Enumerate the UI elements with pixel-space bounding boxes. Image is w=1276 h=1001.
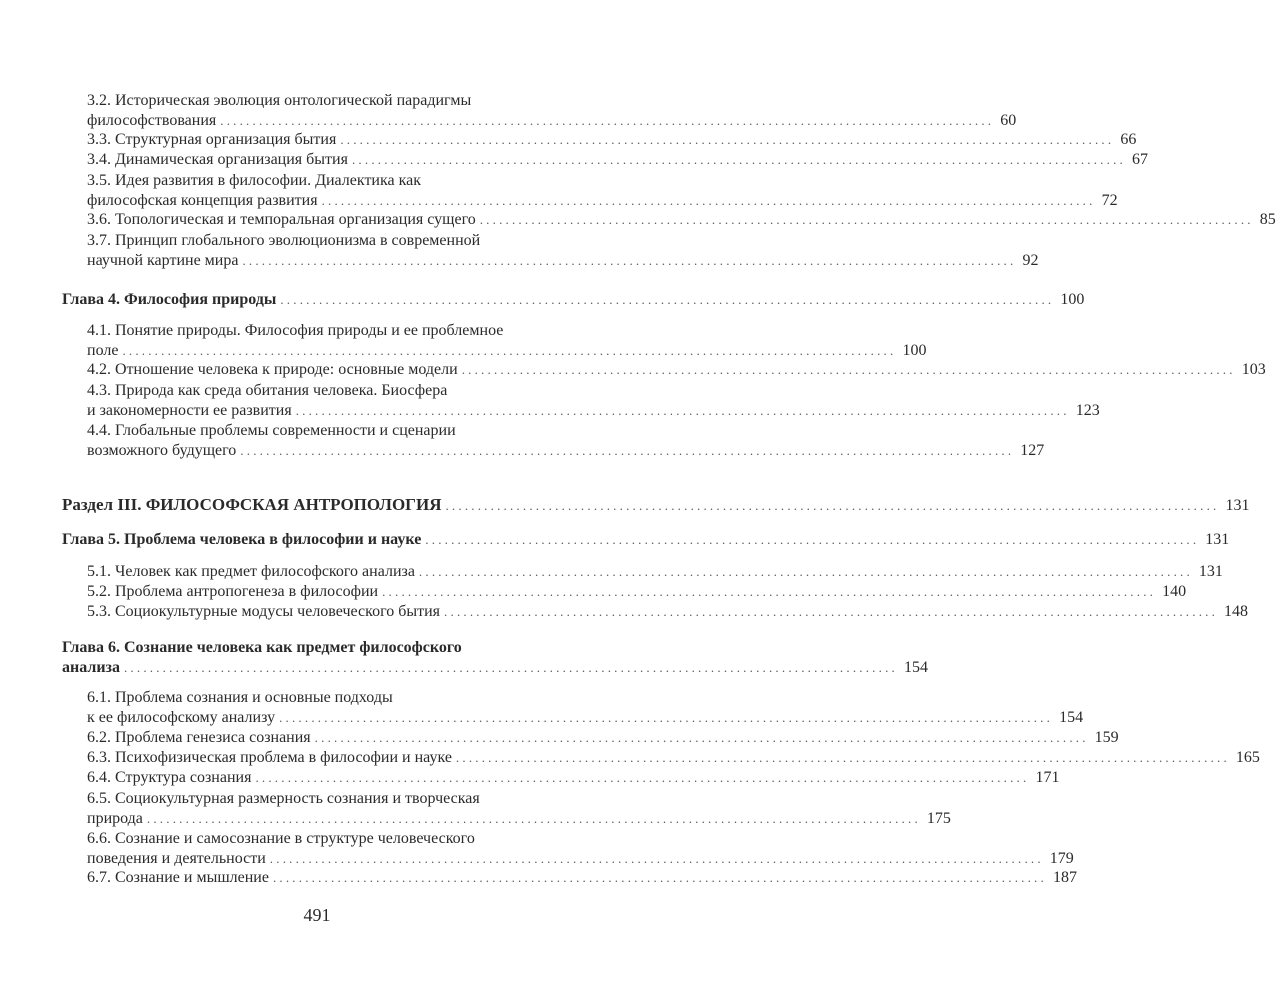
entry-title: поле: [87, 342, 119, 359]
entry-title: Раздел III. ФИЛОСОФСКАЯ АНТРОПОЛОГИЯ: [62, 495, 442, 514]
toc-entry: [87, 728, 1119, 748]
entry-title: 5.2. Проблема антропогенеза в философии: [87, 583, 379, 600]
dot-leader: ........................................................................................................................: [444, 604, 1219, 619]
entry-page: 127: [1020, 442, 1045, 459]
entry-page: 60: [1000, 112, 1017, 129]
entry-last-line: [62, 495, 1250, 515]
toc-entry: [87, 231, 1039, 271]
toc-entry: [87, 868, 1077, 888]
entry-title-line: 3.2. Историческая эволюция онтологической парадигмы: [87, 92, 472, 109]
entry-page: 140: [1162, 583, 1187, 600]
dot-leader: ........................................................................................................................: [314, 730, 1089, 745]
entry-last-line: [87, 708, 1084, 728]
toc-entry: [87, 150, 1148, 170]
toc-entry: [87, 210, 1276, 230]
entry-title: философская концепция развития: [87, 192, 318, 209]
entry-title: Глава 5. Проблема человека в философии и науке: [62, 531, 422, 548]
entry-title: 5.1. Человек как предмет философского анализа: [87, 563, 415, 580]
entry-last-line: [87, 251, 1039, 271]
entry-title: 6.4. Структура сознания: [87, 769, 252, 786]
entry-last-line: [62, 530, 1230, 550]
dot-leader: ........................................................................................................................: [455, 750, 1230, 765]
entry-last-line: [87, 602, 1249, 622]
entry-last-line: [87, 130, 1137, 150]
toc-entry: [87, 562, 1223, 582]
toc-entry: [87, 582, 1187, 602]
entry-last-line: [87, 401, 1100, 421]
entry-title: научной картине мира: [87, 252, 239, 269]
dot-leader: ........................................................................................................................: [382, 584, 1157, 599]
entry-title: 5.3. Социокультурные модусы человеческого бытия: [87, 603, 441, 620]
entry-page: 154: [1059, 709, 1084, 726]
entry-page: 165: [1235, 749, 1260, 766]
entry-title: 6.2. Проблема генезиса сознания: [87, 729, 311, 746]
entry-page: 72: [1101, 192, 1118, 209]
dot-leader: ........................................................................................................................: [272, 870, 1047, 885]
entry-page: 154: [903, 659, 928, 676]
toc-entry: [87, 171, 1118, 211]
entry-title: возможного будущего: [87, 442, 237, 459]
entry-title: 6.3. Психофизическая проблема в философии и науке: [87, 749, 452, 766]
dot-leader: ........................................................................................................................: [351, 152, 1126, 167]
entry-title: к ее философскому анализу: [87, 709, 276, 726]
entry-page: 67: [1131, 151, 1148, 168]
toc-section: [62, 495, 1250, 515]
entry-last-line: [62, 658, 928, 678]
entry-last-line: [87, 868, 1077, 888]
toc-entry: [87, 421, 1045, 461]
entry-page: 131: [1205, 531, 1230, 548]
toc-entry: [87, 381, 1100, 421]
toc-entry: [87, 321, 927, 361]
entry-title-line: Глава 6. Сознание человека как предмет философского: [62, 639, 462, 656]
toc-entry: [87, 602, 1249, 622]
toc-entry: [87, 130, 1137, 150]
entry-page: 92: [1022, 252, 1039, 269]
entry-page: 131: [1198, 563, 1223, 580]
dot-leader: ........................................................................................................................: [295, 403, 1070, 418]
entry-last-line: [87, 748, 1260, 768]
entry-page: 159: [1094, 729, 1119, 746]
dot-leader: ........................................................................................................................: [340, 132, 1115, 147]
toc-entry: [87, 748, 1260, 768]
entry-page: 131: [1225, 497, 1250, 514]
toc-chapter: [62, 530, 1230, 550]
entry-last-line: [87, 728, 1119, 748]
entry-page: 66: [1120, 131, 1137, 148]
entry-page: 123: [1075, 402, 1100, 419]
entry-page: 171: [1035, 769, 1060, 786]
entry-title: поведения и деятельности: [87, 850, 266, 867]
toc-chapter: [62, 290, 1085, 310]
page-number: 491: [303, 905, 331, 925]
entry-title: анализа: [62, 659, 120, 676]
dot-leader: ........................................................................................................................: [269, 851, 1044, 866]
entry-page: 100: [902, 342, 927, 359]
entry-page: 175: [926, 810, 951, 827]
toc-entry: [87, 688, 1084, 728]
dot-leader: ........................................................................................................................: [255, 770, 1030, 785]
entry-last-line: [87, 191, 1118, 211]
entry-page: 148: [1224, 603, 1249, 620]
toc-entry: [87, 360, 1266, 380]
toc-entry: [87, 768, 1060, 788]
toc-entry: [87, 789, 951, 829]
dot-leader: ........................................................................................................................: [445, 498, 1220, 513]
entry-title: природа: [87, 810, 143, 827]
entry-title: и закономерности ее развития: [87, 402, 292, 419]
entry-last-line: [87, 809, 951, 829]
entry-last-line: [87, 210, 1276, 230]
dot-leader: ........................................................................................................................: [461, 362, 1236, 377]
entry-title-line: 3.7. Принцип глобального эволюционизма в современной: [87, 232, 481, 249]
entry-title-line: 4.1. Понятие природы. Философия природы и ее проблемное: [87, 322, 504, 339]
dot-leader: ........................................................................................................................: [280, 292, 1055, 307]
entry-title-line: 6.5. Социокультурная размерность сознания и творческая: [87, 790, 480, 807]
dot-leader: ........................................................................................................................: [242, 253, 1017, 268]
entry-last-line: [62, 290, 1085, 310]
entry-title: 4.2. Отношение человека к природе: основные модели: [87, 361, 458, 378]
dot-leader: ........................................................................................................................: [146, 811, 921, 826]
entry-title-line: 4.4. Глобальные проблемы современности и сценарии: [87, 422, 456, 439]
dot-leader: ........................................................................................................................: [122, 343, 897, 358]
dot-leader: ........................................................................................................................: [279, 710, 1054, 725]
entry-last-line: [87, 768, 1060, 788]
entry-last-line: [87, 849, 1074, 869]
entry-title-line: 3.5. Идея развития в философии. Диалектика как: [87, 172, 422, 189]
entry-last-line: [87, 150, 1148, 170]
entry-page: 179: [1049, 850, 1074, 867]
entry-last-line: [87, 582, 1187, 602]
entry-title: 3.3. Структурная организация бытия: [87, 131, 337, 148]
dot-leader: ........................................................................................................................: [479, 212, 1254, 227]
toc-chapter: [62, 638, 928, 678]
entry-page: 100: [1060, 291, 1085, 308]
entry-title: 6.7. Сознание и мышление: [87, 869, 269, 886]
entry-title-line: 6.6. Сознание и самосознание в структуре человеческого: [87, 830, 475, 847]
entry-last-line: [87, 562, 1223, 582]
dot-leader: ........................................................................................................................: [220, 113, 995, 128]
dot-leader: ........................................................................................................................: [240, 443, 1015, 458]
entry-page: 103: [1241, 361, 1266, 378]
entry-title-line: 4.3. Природа как среда обитания человека. Биосфера: [87, 382, 448, 399]
entry-page: 187: [1052, 869, 1077, 886]
entry-last-line: [87, 341, 927, 361]
entry-title: 3.6. Топологическая и темпоральная организация сущего: [87, 211, 476, 228]
entry-title: Глава 4. Философия природы: [62, 291, 277, 308]
dot-leader: ........................................................................................................................: [123, 660, 898, 675]
entry-title: 3.4. Динамическая организация бытия: [87, 151, 348, 168]
toc-entry: [87, 829, 1074, 869]
dot-leader: ........................................................................................................................: [321, 193, 1096, 208]
entry-title: философствования: [87, 112, 217, 129]
entry-last-line: [87, 111, 1017, 131]
entry-title-line: 6.1. Проблема сознания и основные подходы: [87, 689, 393, 706]
entry-page: 85: [1259, 211, 1276, 228]
toc-entry: [87, 91, 1017, 131]
entry-last-line: [87, 441, 1045, 461]
dot-leader: ........................................................................................................................: [418, 564, 1193, 579]
entry-last-line: [87, 360, 1266, 380]
dot-leader: ........................................................................................................................: [425, 532, 1200, 547]
